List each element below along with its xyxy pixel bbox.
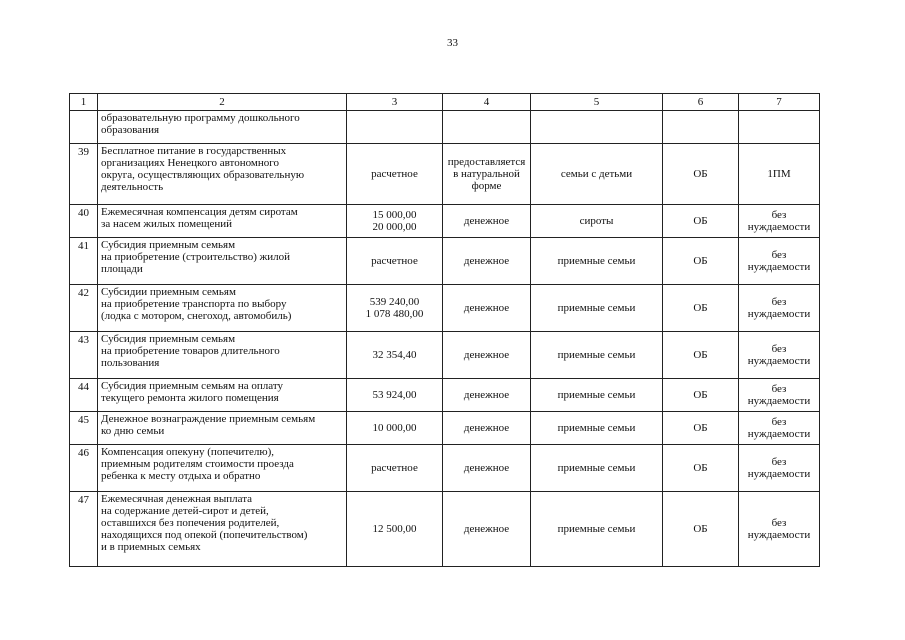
benefit-name: Субсидия приемным семьям на оплату текущего ремонта жилого помещения <box>98 379 347 412</box>
table-row <box>70 379 820 412</box>
benefit-criterion: без нуждаемости <box>739 238 820 285</box>
benefit-budget: ОБ <box>663 144 739 205</box>
benefit-budget <box>663 111 739 144</box>
benefit-name: Субсидии приемным семьям на приобретение транспорта по выбору (лодка с мотором, снегоход, автомобиль) <box>98 285 347 332</box>
benefit-criterion: 1ПМ <box>739 144 820 205</box>
benefit-recipients: приемные семьи <box>531 412 663 445</box>
benefit-amount: расчетное <box>347 238 443 285</box>
benefit-amount: расчетное <box>347 445 443 492</box>
column-header: 7 <box>739 94 820 111</box>
column-header: 4 <box>443 94 531 111</box>
benefit-amount: 53 924,00 <box>347 379 443 412</box>
benefit-criterion: без нуждаемости <box>739 445 820 492</box>
benefit-name: Субсидия приемным семьям на приобретение товаров длительного пользования <box>98 332 347 379</box>
benefit-form: денежное <box>443 332 531 379</box>
row-number: 41 <box>70 238 98 285</box>
benefit-amount: 10 000,00 <box>347 412 443 445</box>
benefit-budget: ОБ <box>663 445 739 492</box>
benefit-criterion <box>739 111 820 144</box>
benefit-criterion: без нуждаемости <box>739 379 820 412</box>
benefit-budget: ОБ <box>663 332 739 379</box>
column-header: 2 <box>98 94 347 111</box>
benefit-criterion: без нуждаемости <box>739 412 820 445</box>
row-number: 46 <box>70 445 98 492</box>
benefit-form: денежное <box>443 285 531 332</box>
benefit-recipients: семьи с детьми <box>531 144 663 205</box>
benefit-form: денежное <box>443 238 531 285</box>
benefit-amount: 15 000,00 20 000,00 <box>347 205 443 238</box>
row-number: 42 <box>70 285 98 332</box>
benefit-recipients: приемные семьи <box>531 238 663 285</box>
benefit-criterion: без нуждаемости <box>739 332 820 379</box>
row-number: 44 <box>70 379 98 412</box>
benefit-amount: 32 354,40 <box>347 332 443 379</box>
benefit-recipients <box>531 111 663 144</box>
table-row <box>70 492 820 567</box>
benefit-recipients: приемные семьи <box>531 445 663 492</box>
benefit-criterion: без нуждаемости <box>739 285 820 332</box>
row-number: 43 <box>70 332 98 379</box>
table-row <box>70 412 820 445</box>
benefit-form: денежное <box>443 205 531 238</box>
benefit-form: денежное <box>443 412 531 445</box>
benefit-budget: ОБ <box>663 285 739 332</box>
benefit-form: денежное <box>443 379 531 412</box>
table-header-row <box>70 94 820 111</box>
benefit-budget: ОБ <box>663 412 739 445</box>
row-number: 39 <box>70 144 98 205</box>
benefits-table <box>69 93 820 567</box>
benefit-criterion: без нуждаемости <box>739 492 820 567</box>
table-row <box>70 205 820 238</box>
row-number <box>70 111 98 144</box>
benefit-form <box>443 111 531 144</box>
benefit-name: Денежное вознаграждение приемным семьям ко дню семьи <box>98 412 347 445</box>
benefit-budget: ОБ <box>663 492 739 567</box>
benefit-name: образовательную программу дошкольного образования <box>98 111 347 144</box>
benefit-recipients: приемные семьи <box>531 332 663 379</box>
table-row <box>70 111 820 144</box>
row-number: 45 <box>70 412 98 445</box>
benefit-amount: 539 240,00 1 078 480,00 <box>347 285 443 332</box>
benefit-form: денежное <box>443 492 531 567</box>
benefit-name: Ежемесячная денежная выплата на содержание детей-сирот и детей, оставшихся без попечения родителей, находящихся под опекой (попечительством) и в приемных семьях <box>98 492 347 567</box>
table-row <box>70 332 820 379</box>
column-header: 3 <box>347 94 443 111</box>
table-row <box>70 285 820 332</box>
benefit-criterion: без нуждаемости <box>739 205 820 238</box>
benefit-budget: ОБ <box>663 379 739 412</box>
benefit-recipients: приемные семьи <box>531 492 663 567</box>
table-row <box>70 144 820 205</box>
benefit-name: Ежемесячная компенсация детям сиротам за насем жилых помещений <box>98 205 347 238</box>
benefit-recipients: приемные семьи <box>531 379 663 412</box>
benefit-form: предоставляется в натуральной форме <box>443 144 531 205</box>
benefit-budget: ОБ <box>663 205 739 238</box>
table-row <box>70 445 820 492</box>
column-header: 5 <box>531 94 663 111</box>
column-header: 6 <box>663 94 739 111</box>
benefit-budget: ОБ <box>663 238 739 285</box>
row-number: 47 <box>70 492 98 567</box>
benefit-amount: 12 500,00 <box>347 492 443 567</box>
benefit-amount: расчетное <box>347 144 443 205</box>
benefit-name: Бесплатное питание в государственных организациях Ненецкого автономного округа, осуществляющих образовательную деятельность <box>98 144 347 205</box>
table-row <box>70 238 820 285</box>
benefit-recipients: сироты <box>531 205 663 238</box>
benefit-name: Субсидия приемным семьям на приобретение (строительство) жилой площади <box>98 238 347 285</box>
row-number: 40 <box>70 205 98 238</box>
column-header: 1 <box>70 94 98 111</box>
benefit-form: денежное <box>443 445 531 492</box>
benefit-amount <box>347 111 443 144</box>
page-number: 33 <box>447 37 458 49</box>
benefit-name: Компенсация опекуну (попечителю), приемным родителям стоимости проезда ребенка к месту отдыха и обратно <box>98 445 347 492</box>
benefit-recipients: приемные семьи <box>531 285 663 332</box>
